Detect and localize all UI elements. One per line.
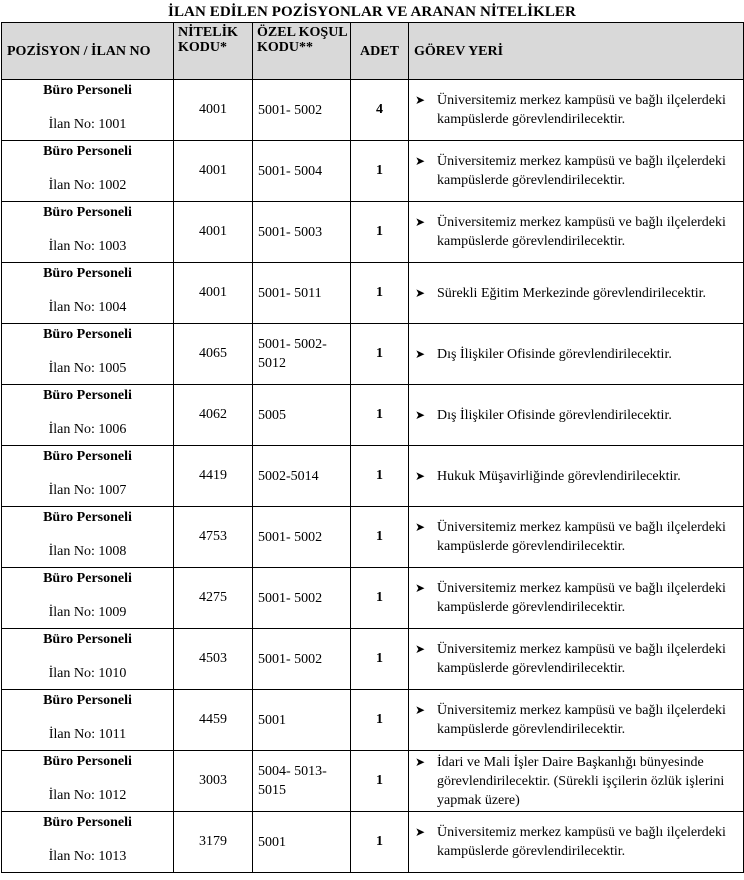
- adet: 1: [351, 263, 409, 324]
- adet: 1: [351, 690, 409, 751]
- position-title: Büro Personeli: [43, 327, 132, 342]
- gorev-yeri: Üniversitemiz merkez kampüsü ve bağlı ilçelerdeki kampüslerde görevlendirilecektir.: [437, 703, 726, 737]
- gorev-yeri: Hukuk Müşavirliğinde görevlendirilecektir.: [437, 468, 681, 484]
- nitelik-kodu: 4419: [174, 446, 253, 507]
- position-title: Büro Personeli: [43, 144, 132, 159]
- header-pozisyon: POZİSYON / İLAN NO: [2, 23, 174, 80]
- gorev-yeri-cell: [409, 568, 744, 629]
- gorev-yeri: Üniversitemiz merkez kampüsü ve bağlı ilçelerdeki kampüslerde görevlendirilecektir.: [437, 581, 726, 615]
- adet: 1: [351, 629, 409, 690]
- nitelik-kodu: 4001: [174, 263, 253, 324]
- nitelik-kodu: 4503: [174, 629, 253, 690]
- adet: 1: [351, 812, 409, 873]
- position-cell: [2, 690, 174, 751]
- table-header-row: [2, 23, 744, 80]
- header-gorev-yeri: GÖREV YERİ: [409, 23, 744, 80]
- position-cell: [2, 629, 174, 690]
- gorev-yeri-cell: [409, 629, 744, 690]
- ozel-kosul-kodu: 5001- 5002- 5012: [253, 324, 351, 385]
- nitelik-kodu: 4065: [174, 324, 253, 385]
- ozel-kosul-kodu: 5001- 5004: [253, 141, 351, 202]
- table-row: [2, 202, 744, 263]
- nitelik-kodu: 3003: [174, 751, 253, 812]
- table-row: [2, 568, 744, 629]
- gorev-yeri-cell: [409, 812, 744, 873]
- adet: 1: [351, 568, 409, 629]
- adet: 1: [351, 507, 409, 568]
- table-row: [2, 751, 744, 812]
- gorev-yeri: Dış İlişkiler Ofisinde görevlendirilecektir.: [437, 346, 672, 362]
- position-title: Büro Personeli: [43, 205, 132, 220]
- position-title: Büro Personeli: [43, 83, 132, 98]
- gorev-yeri: Üniversitemiz merkez kampüsü ve bağlı ilçelerdeki kampüslerde görevlendirilecektir.: [437, 825, 726, 859]
- position-title: Büro Personeli: [43, 693, 132, 708]
- gorev-yeri: Üniversitemiz merkez kampüsü ve bağlı ilçelerdeki kampüslerde görevlendirilecektir.: [437, 642, 726, 676]
- ilan-no: İlan No: 1012: [48, 788, 127, 803]
- adet: 1: [351, 751, 409, 812]
- gorev-yeri-cell: [409, 690, 744, 751]
- ilan-no: İlan No: 1013: [48, 849, 127, 864]
- position-title: Büro Personeli: [43, 510, 132, 525]
- ozel-kosul-kodu: 5001- 5003: [253, 202, 351, 263]
- nitelik-kodu: 4001: [174, 141, 253, 202]
- adet: 1: [351, 446, 409, 507]
- position-cell: [2, 507, 174, 568]
- ilan-no: İlan No: 1002: [48, 178, 127, 193]
- position-cell: [2, 751, 174, 812]
- position-title: Büro Personeli: [43, 815, 132, 830]
- position-cell: [2, 812, 174, 873]
- gorev-yeri-cell: [409, 263, 744, 324]
- ozel-kosul-kodu: 5001- 5002: [253, 80, 351, 141]
- arrow-bullet-icon: ➤: [415, 520, 426, 534]
- nitelik-kodu: 4062: [174, 385, 253, 446]
- positions-table: [1, 22, 744, 873]
- nitelik-kodu: 4753: [174, 507, 253, 568]
- adet: 1: [351, 385, 409, 446]
- gorev-yeri: Dış İlişkiler Ofisinde görevlendirilecektir.: [437, 407, 672, 423]
- table-row: [2, 80, 744, 141]
- gorev-yeri: Üniversitemiz merkez kampüsü ve bağlı ilçelerdeki kampüslerde görevlendirilecektir.: [437, 215, 726, 249]
- ozel-kosul-kodu: 5001- 5002: [253, 507, 351, 568]
- gorev-yeri-cell: [409, 446, 744, 507]
- ozel-kosul-kodu: 5001- 5002: [253, 568, 351, 629]
- adet: 1: [351, 324, 409, 385]
- position-cell: [2, 141, 174, 202]
- adet: 1: [351, 202, 409, 263]
- nitelik-kodu: 4001: [174, 202, 253, 263]
- ilan-no: İlan No: 1009: [48, 605, 127, 620]
- ilan-no: İlan No: 1008: [48, 544, 127, 559]
- position-cell: [2, 568, 174, 629]
- gorev-yeri: Üniversitemiz merkez kampüsü ve bağlı ilçelerdeki kampüslerde görevlendirilecektir.: [437, 154, 726, 188]
- table-row: [2, 446, 744, 507]
- arrow-bullet-icon: ➤: [415, 215, 426, 229]
- nitelik-kodu: 4001: [174, 80, 253, 141]
- ilan-no: İlan No: 1006: [48, 422, 127, 437]
- position-cell: [2, 446, 174, 507]
- gorev-yeri: Üniversitemiz merkez kampüsü ve bağlı ilçelerdeki kampüslerde görevlendirilecektir.: [437, 520, 726, 554]
- nitelik-kodu: 3179: [174, 812, 253, 873]
- gorev-yeri: İdari ve Mali İşler Daire Başkanlığı bünyesinde görevlendirilecektir. (Sürekli işçilerin özlük işlerini yapmak üzere): [437, 754, 725, 808]
- arrow-bullet-icon: ➤: [415, 642, 426, 656]
- position-title: Büro Personeli: [43, 632, 132, 647]
- ozel-kosul-kodu: 5005: [253, 385, 351, 446]
- ilan-no: İlan No: 1003: [48, 239, 127, 254]
- arrow-bullet-icon: ➤: [415, 754, 426, 769]
- arrow-bullet-icon: ➤: [415, 285, 426, 300]
- gorev-yeri-cell: [409, 202, 744, 263]
- table-row: [2, 690, 744, 751]
- table-row: [2, 629, 744, 690]
- ozel-kosul-kodu: 5001: [253, 812, 351, 873]
- gorev-yeri-cell: [409, 324, 744, 385]
- table-body: [2, 80, 744, 873]
- position-title: Büro Personeli: [43, 266, 132, 281]
- position-title: Büro Personeli: [43, 449, 132, 464]
- ozel-kosul-kodu: 5002-5014: [253, 446, 351, 507]
- table-row: [2, 385, 744, 446]
- position-cell: [2, 202, 174, 263]
- ozel-kosul-kodu: 5001: [253, 690, 351, 751]
- adet: 1: [351, 141, 409, 202]
- arrow-bullet-icon: ➤: [415, 346, 426, 361]
- ilan-no: İlan No: 1005: [48, 361, 127, 376]
- ilan-no: İlan No: 1007: [48, 483, 127, 498]
- header-ozel-kosul-kodu: ÖZEL KOŞUL KODU**: [253, 23, 351, 80]
- arrow-bullet-icon: ➤: [415, 581, 426, 595]
- gorev-yeri-cell: [409, 751, 744, 812]
- nitelik-kodu: 4459: [174, 690, 253, 751]
- gorev-yeri: Sürekli Eğitim Merkezinde görevlendirilecektir.: [437, 285, 707, 301]
- adet: 4: [351, 80, 409, 141]
- arrow-bullet-icon: ➤: [415, 825, 426, 839]
- position-title: Büro Personeli: [43, 754, 132, 769]
- ilan-no: İlan No: 1004: [48, 300, 127, 315]
- gorev-yeri-cell: [409, 141, 744, 202]
- gorev-yeri-cell: [409, 385, 744, 446]
- ilan-no: İlan No: 1010: [48, 666, 127, 681]
- position-title: Büro Personeli: [43, 388, 132, 403]
- position-cell: [2, 80, 174, 141]
- position-cell: [2, 263, 174, 324]
- position-cell: [2, 385, 174, 446]
- table-row: [2, 141, 744, 202]
- table-row: [2, 507, 744, 568]
- header-nitelik-kodu: NİTELİK KODU*: [174, 23, 253, 80]
- position-cell: [2, 324, 174, 385]
- page-title: İLAN EDİLEN POZİSYONLAR VE ARANAN NİTELİKLER: [168, 4, 576, 20]
- arrow-bullet-icon: ➤: [415, 407, 426, 422]
- ilan-no: İlan No: 1011: [48, 727, 127, 742]
- ilan-no: İlan No: 1001: [48, 117, 127, 132]
- header-adet: ADET: [351, 23, 409, 80]
- arrow-bullet-icon: ➤: [415, 703, 426, 717]
- gorev-yeri-cell: [409, 80, 744, 141]
- ozel-kosul-kodu: 5004- 5013- 5015: [253, 751, 351, 812]
- arrow-bullet-icon: ➤: [415, 154, 426, 168]
- arrow-bullet-icon: ➤: [415, 93, 426, 107]
- ozel-kosul-kodu: 5001- 5002: [253, 629, 351, 690]
- gorev-yeri: Üniversitemiz merkez kampüsü ve bağlı ilçelerdeki kampüslerde görevlendirilecektir.: [437, 93, 726, 127]
- arrow-bullet-icon: ➤: [415, 468, 426, 483]
- table-row: [2, 263, 744, 324]
- nitelik-kodu: 4275: [174, 568, 253, 629]
- ozel-kosul-kodu: 5001- 5011: [253, 263, 351, 324]
- table-row: [2, 324, 744, 385]
- gorev-yeri-cell: [409, 507, 744, 568]
- table-row: [2, 812, 744, 873]
- position-title: Büro Personeli: [43, 571, 132, 586]
